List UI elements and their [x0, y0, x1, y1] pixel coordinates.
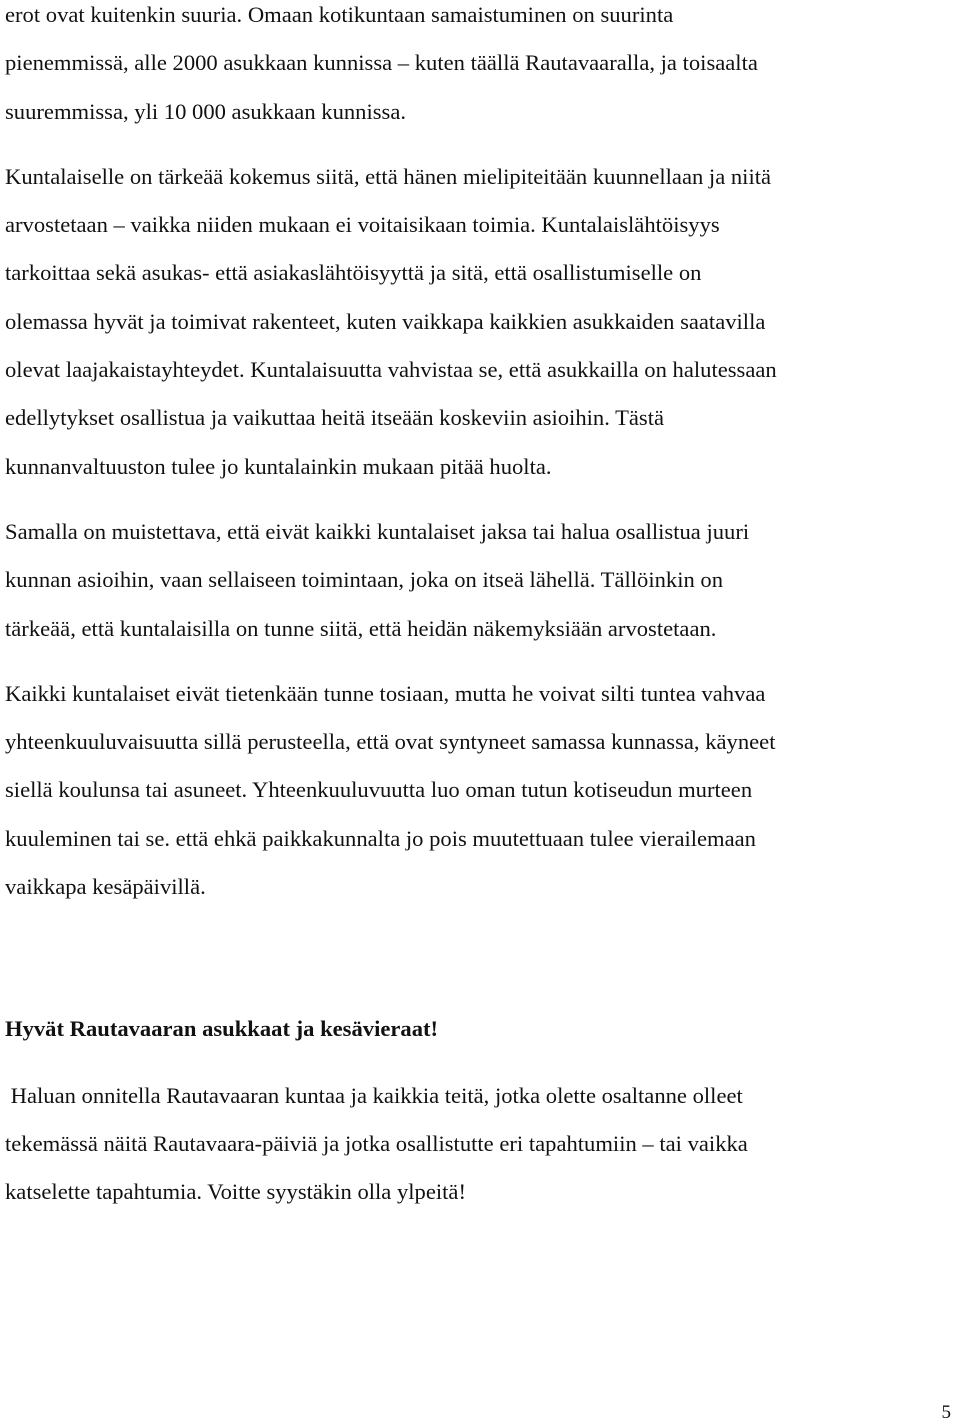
text-line: Kuntalaiselle on tärkeää kokemus siitä, että hänen mielipiteitään kuunnellaan ja niitä [5, 163, 772, 189]
closing-paragraph [5, 1072, 953, 1217]
paragraph-spacer [5, 1054, 953, 1072]
text-line: Samalla on muistettava, että eivät kaikki kuntalaiset jaksa tai halua osallistua juuri [5, 518, 750, 544]
document-page [5, 0, 953, 1217]
text-line: olevat laajakaistayhteydet. Kuntalaisuutta vahvistaa se, että asukkailla on halutessaan [5, 357, 777, 383]
paragraph-spacer [5, 653, 953, 670]
section-heading: Hyvät Rautavaaran asukkaat ja kesävieraat! [5, 1016, 439, 1042]
paragraph-3 [5, 508, 953, 653]
paragraph-spacer [5, 136, 953, 153]
text-line: yhteenkuuluvaisuutta sillä perusteella, että ovat syntyneet samassa kunnassa, käyneet [5, 729, 776, 755]
paragraph-2 [5, 153, 953, 491]
text-line: Haluan onnitella Rautavaaran kuntaa ja kaikkia teitä, jotka olette osaltanne olleet [5, 1082, 743, 1108]
text-line: edellytykset osallistua ja vaikuttaa heitä itseään koskeviin asioihin. Tästä [5, 405, 665, 431]
text-line: olemassa hyvät ja toimivat rakenteet, kuten vaikkapa kaikkien asukkaiden saatavilla [5, 308, 766, 334]
text-line: tarkoittaa sekä asukas- että asiakaslähtöisyyttä ja sitä, että osallistumiselle on [5, 260, 702, 286]
text-line: pienemmissä, alle 2000 asukkaan kunnissa – kuten täällä Rautavaaralla, ja toisaalta [5, 50, 758, 76]
paragraph-spacer [5, 491, 953, 508]
text-line: tärkeää, että kuntalaisilla on tunne siitä, että heidän näkemyksiään arvostetaan. [5, 615, 717, 641]
text-line: tekemässä näitä Rautavaara-päiviä ja jotka osallistutte eri tapahtumiin – tai vaikka [5, 1130, 748, 1156]
text-line: arvostetaan – vaikka niiden mukaan ei voitaisikaan toimia. Kuntalaislähtöisyys [5, 212, 720, 238]
text-line: katselette tapahtumia. Voitte syystäkin olla ylpeitä! [5, 1179, 466, 1205]
page-number: 5 [941, 1402, 951, 1423]
text-line: siellä koulunsa tai asuneet. Yhteenkuuluvuutta luo oman tutun kotiseudun murteen [5, 777, 753, 803]
text-line: Kaikki kuntalaiset eivät tietenkään tunne tosiaan, mutta he voivat silti tuntea vahvaa [5, 680, 766, 706]
paragraph-1 [5, 0, 953, 136]
section-spacer [5, 911, 953, 1005]
text-line: kunnan asioihin, vaan sellaiseen toimintaan, joka on itseä lähellä. Tällöinkin on [5, 567, 724, 593]
text-line: kuuleminen tai se. että ehkä paikkakunnalta jo pois muutettuaan tulee vierailemaan [5, 825, 756, 851]
text-line: erot ovat kuitenkin suuria. Omaan kotikuntaan samaistuminen on suurinta [5, 2, 674, 27]
text-line: vaikkapa kesäpäivillä. [5, 874, 206, 900]
text-line: kunnanvaltuuston tulee jo kuntalainkin mukaan pitää huolta. [5, 453, 552, 479]
text-line: suuremmissa, yli 10 000 asukkaan kunnissa. [5, 98, 406, 124]
paragraph-4 [5, 670, 953, 911]
